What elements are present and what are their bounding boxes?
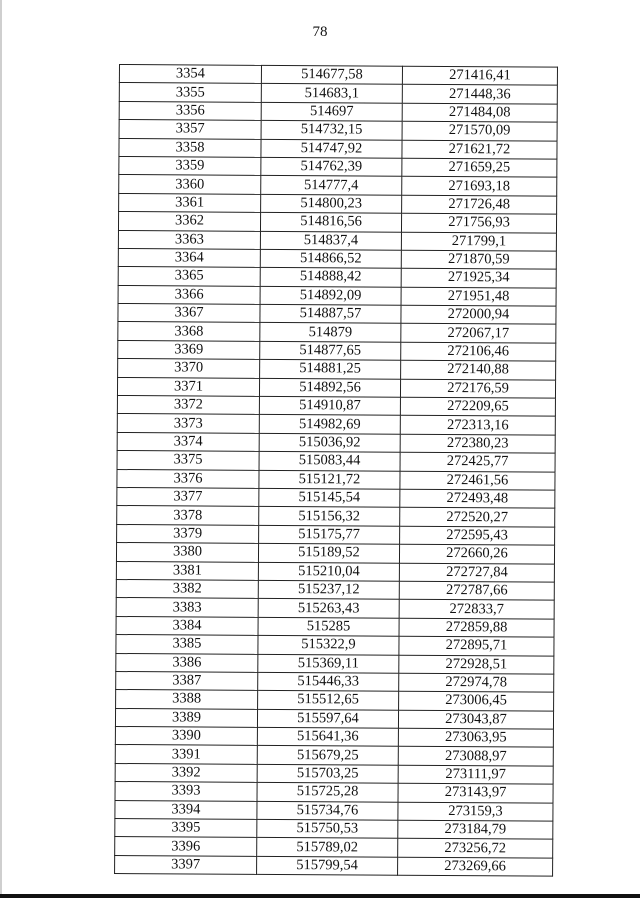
table-row — [118, 248, 556, 269]
point-number-cell: 3355 — [119, 83, 261, 102]
table-row — [116, 671, 554, 692]
point-number-cell: 3375 — [117, 451, 259, 470]
x-coordinate-cell: 514683,1 — [261, 84, 402, 103]
x-coordinate-cell: 515237,12 — [258, 580, 399, 599]
table-row — [118, 212, 556, 233]
table-row — [117, 524, 555, 545]
x-coordinate-cell: 515799,54 — [257, 856, 398, 875]
x-coordinate-cell: 515036,92 — [259, 433, 400, 452]
table-row — [118, 285, 556, 306]
x-coordinate-cell: 515750,53 — [257, 819, 398, 838]
point-number-cell: 3357 — [119, 120, 261, 139]
point-number-cell: 3369 — [118, 340, 260, 359]
x-coordinate-cell: 514777,4 — [261, 176, 402, 195]
table-row — [116, 598, 554, 619]
point-number-cell: 3354 — [119, 65, 261, 84]
y-coordinate-cell: 273269,66 — [398, 857, 553, 876]
table-row — [118, 267, 556, 288]
x-coordinate-cell: 515145,54 — [259, 488, 400, 507]
x-coordinate-cell: 514887,57 — [260, 304, 401, 323]
y-coordinate-cell: 272520,27 — [400, 508, 555, 527]
x-coordinate-cell: 515322,9 — [258, 635, 399, 654]
y-coordinate-cell: 271693,18 — [402, 177, 557, 196]
y-coordinate-cell: 271756,93 — [401, 213, 556, 232]
table-row — [119, 138, 557, 159]
point-number-cell: 3378 — [117, 506, 259, 525]
y-coordinate-cell: 273256,72 — [398, 839, 553, 858]
y-coordinate-cell: 272140,88 — [401, 360, 556, 379]
table-row — [115, 855, 553, 876]
x-coordinate-cell: 515263,43 — [258, 599, 399, 618]
y-coordinate-cell: 272176,59 — [400, 379, 555, 398]
point-number-cell: 3391 — [115, 745, 257, 764]
table-row — [117, 451, 555, 472]
point-number-cell: 3372 — [117, 396, 259, 415]
table-row — [115, 708, 553, 729]
y-coordinate-cell: 271870,59 — [401, 250, 556, 269]
y-coordinate-cell: 271925,34 — [401, 269, 556, 288]
point-number-cell: 3390 — [115, 727, 257, 746]
scan-left-edge — [0, 0, 2, 898]
table-row — [117, 396, 555, 417]
x-coordinate-cell: 515512,65 — [258, 691, 399, 710]
table-row — [119, 193, 557, 214]
y-coordinate-cell: 272660,26 — [399, 544, 554, 563]
table-row — [118, 230, 556, 251]
y-coordinate-cell: 273184,79 — [398, 820, 553, 839]
x-coordinate-cell: 515210,04 — [258, 562, 399, 581]
y-coordinate-cell: 273006,45 — [399, 692, 554, 711]
x-coordinate-cell: 514697 — [261, 102, 402, 121]
x-coordinate-cell: 514910,87 — [259, 396, 400, 415]
point-number-cell: 3380 — [116, 543, 258, 562]
point-number-cell: 3371 — [117, 377, 259, 396]
table-row — [118, 304, 556, 325]
point-number-cell: 3387 — [116, 671, 258, 690]
y-coordinate-cell: 272209,65 — [400, 397, 555, 416]
point-number-cell: 3370 — [118, 359, 260, 378]
y-coordinate-cell: 272106,46 — [401, 342, 556, 361]
table-row — [117, 469, 555, 490]
y-coordinate-cell: 271951,48 — [401, 287, 556, 306]
table-row — [118, 322, 556, 343]
table-row — [115, 837, 553, 858]
table-row — [117, 377, 555, 398]
table-row — [116, 579, 554, 600]
table-row — [117, 432, 555, 453]
x-coordinate-cell: 514866,52 — [260, 249, 401, 268]
x-coordinate-cell: 514877,65 — [260, 341, 401, 360]
y-coordinate-cell: 272974,78 — [399, 673, 554, 692]
y-coordinate-cell: 271484,08 — [402, 103, 557, 122]
x-coordinate-cell: 515369,11 — [258, 654, 399, 673]
point-number-cell: 3366 — [118, 285, 260, 304]
point-number-cell: 3396 — [115, 837, 257, 856]
point-number-cell: 3376 — [117, 469, 259, 488]
x-coordinate-cell: 515725,28 — [257, 783, 398, 802]
table-row — [117, 487, 555, 508]
table-row — [119, 120, 557, 141]
x-coordinate-cell: 515189,52 — [258, 544, 399, 563]
table-row — [119, 175, 557, 196]
point-number-cell: 3386 — [116, 653, 258, 672]
y-coordinate-cell: 271448,36 — [402, 85, 557, 104]
point-number-cell: 3379 — [117, 524, 259, 543]
y-coordinate-cell: 273111,97 — [398, 765, 553, 784]
y-coordinate-cell: 273043,87 — [398, 710, 553, 729]
y-coordinate-cell: 272727,84 — [399, 563, 554, 582]
table-row — [115, 800, 553, 821]
x-coordinate-cell: 515597,64 — [257, 709, 398, 728]
x-coordinate-cell: 515121,72 — [259, 470, 400, 489]
point-number-cell: 3397 — [115, 855, 257, 874]
coordinates-table-body — [115, 65, 558, 877]
point-number-cell: 3389 — [115, 708, 257, 727]
y-coordinate-cell: 272895,71 — [399, 636, 554, 655]
y-coordinate-cell: 271659,25 — [402, 158, 557, 177]
point-number-cell: 3385 — [116, 635, 258, 654]
table-row — [115, 782, 553, 803]
x-coordinate-cell: 515703,25 — [257, 764, 398, 783]
point-number-cell: 3363 — [118, 230, 260, 249]
point-number-cell: 3365 — [118, 267, 260, 286]
x-coordinate-cell: 515285 — [258, 617, 399, 636]
table-row — [116, 635, 554, 656]
x-coordinate-cell: 515083,44 — [259, 452, 400, 471]
table-row — [115, 727, 553, 748]
y-coordinate-cell: 272461,56 — [400, 471, 555, 490]
point-number-cell: 3377 — [117, 487, 259, 506]
table-row — [118, 340, 556, 361]
y-coordinate-cell: 272313,16 — [400, 416, 555, 435]
x-coordinate-cell: 515175,77 — [259, 525, 400, 544]
x-coordinate-cell: 514837,4 — [260, 231, 401, 250]
y-coordinate-cell: 272859,88 — [399, 618, 554, 637]
x-coordinate-cell: 515789,02 — [257, 838, 398, 857]
point-number-cell: 3373 — [117, 414, 259, 433]
y-coordinate-cell: 273143,97 — [398, 783, 553, 802]
point-number-cell: 3382 — [116, 579, 258, 598]
table-row — [119, 83, 557, 104]
point-number-cell: 3356 — [119, 101, 261, 120]
point-number-cell: 3364 — [118, 248, 260, 267]
point-number-cell: 3374 — [117, 432, 259, 451]
x-coordinate-cell: 515679,25 — [257, 746, 398, 765]
point-number-cell: 3362 — [118, 212, 260, 231]
x-coordinate-cell: 515156,32 — [259, 507, 400, 526]
point-number-cell: 3384 — [116, 616, 258, 635]
point-number-cell: 3367 — [118, 304, 260, 323]
y-coordinate-cell: 271621,72 — [402, 140, 557, 159]
x-coordinate-cell: 514888,42 — [260, 268, 401, 287]
x-coordinate-cell: 514762,39 — [261, 157, 402, 176]
y-coordinate-cell: 272595,43 — [400, 526, 555, 545]
y-coordinate-cell: 273088,97 — [398, 747, 553, 766]
x-coordinate-cell: 514677,58 — [261, 65, 402, 84]
x-coordinate-cell: 515641,36 — [257, 727, 398, 746]
y-coordinate-cell: 272833,7 — [399, 600, 554, 619]
x-coordinate-cell: 514747,92 — [261, 139, 402, 158]
table-row — [119, 101, 557, 122]
table-row — [115, 745, 553, 766]
point-number-cell: 3383 — [116, 598, 258, 617]
table-row — [115, 819, 553, 840]
point-number-cell: 3361 — [119, 193, 261, 212]
x-coordinate-cell: 514732,15 — [261, 121, 402, 140]
table-row — [116, 616, 554, 637]
y-coordinate-cell: 272493,48 — [400, 489, 555, 508]
table-row — [115, 763, 553, 784]
point-number-cell: 3394 — [115, 800, 257, 819]
y-coordinate-cell: 272067,17 — [401, 324, 556, 343]
table-row — [117, 414, 555, 435]
x-coordinate-cell: 515446,33 — [258, 672, 399, 691]
table-row — [116, 561, 554, 582]
table-row — [116, 543, 554, 564]
y-coordinate-cell: 271726,48 — [402, 195, 557, 214]
page-number: 78 — [312, 24, 328, 40]
table-row — [116, 690, 554, 711]
point-number-cell: 3360 — [119, 175, 261, 194]
point-number-cell: 3395 — [115, 819, 257, 838]
y-coordinate-cell: 272787,66 — [399, 581, 554, 600]
table-row — [116, 653, 554, 674]
point-number-cell: 3359 — [119, 156, 261, 175]
point-number-cell: 3368 — [118, 322, 260, 341]
x-coordinate-cell: 514800,23 — [261, 194, 402, 213]
table-row — [119, 65, 557, 86]
table-row — [119, 156, 557, 177]
point-number-cell: 3388 — [116, 690, 258, 709]
y-coordinate-cell: 271799,1 — [401, 232, 556, 251]
y-coordinate-cell: 271570,09 — [402, 121, 557, 140]
x-coordinate-cell: 514816,56 — [260, 212, 401, 231]
table-row — [118, 359, 556, 380]
x-coordinate-cell: 514892,09 — [260, 286, 401, 305]
x-coordinate-cell: 514982,69 — [259, 415, 400, 434]
y-coordinate-cell: 272000,94 — [401, 305, 556, 324]
coordinates-table — [114, 64, 558, 877]
x-coordinate-cell: 515734,76 — [257, 801, 398, 820]
scan-bottom-edge — [0, 894, 640, 898]
y-coordinate-cell: 272928,51 — [399, 655, 554, 674]
x-coordinate-cell: 514881,25 — [260, 360, 401, 379]
coordinates-table-container — [114, 64, 557, 877]
y-coordinate-cell: 271416,41 — [402, 66, 557, 85]
x-coordinate-cell: 514892,56 — [259, 378, 400, 397]
y-coordinate-cell: 273063,95 — [398, 728, 553, 747]
table-row — [117, 506, 555, 527]
y-coordinate-cell: 273159,3 — [398, 802, 553, 821]
y-coordinate-cell: 272380,23 — [400, 434, 555, 453]
point-number-cell: 3393 — [115, 782, 257, 801]
point-number-cell: 3358 — [119, 138, 261, 157]
point-number-cell: 3392 — [115, 763, 257, 782]
x-coordinate-cell: 514879 — [260, 323, 401, 342]
y-coordinate-cell: 272425,77 — [400, 452, 555, 471]
point-number-cell: 3381 — [116, 561, 258, 580]
